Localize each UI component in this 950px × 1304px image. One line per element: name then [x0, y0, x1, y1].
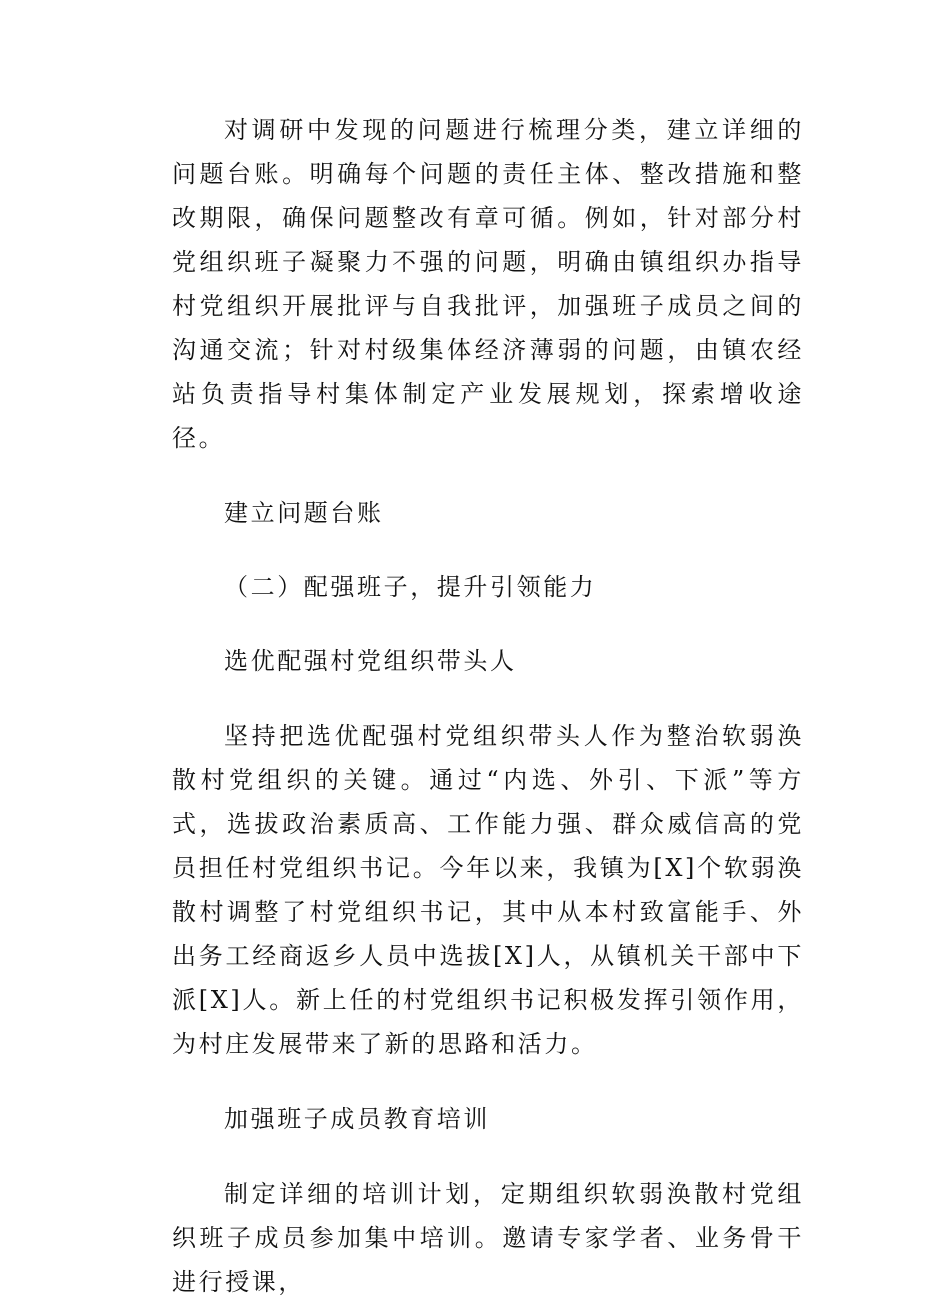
- spacer: [172, 609, 804, 639]
- paragraph-select-leaders: 坚持把选优配强村党组织带头人作为整治软弱涣散村党组织的关键。通过“内选、外引、下派”等方式，选拔政治素质高、工作能力强、群众威信高的党员担任村党组织书记。今年以来，我镇为[X]个软弱涣散村调整了村党组织书记，其中从本村致富能手、外出务工经商返乡人员中选拔[X]人，从镇机关干部中下派[X]人。新上任的村党组织书记积极发挥引领作用，为村庄发展带来了新的思路和活力。: [172, 722, 804, 1058]
- paragraph-problem-ledger: 对调研中发现的问题进行梳理分类，建立详细的问题台账。明确每个问题的责任主体、整改措施和整改期限，确保问题整改有章可循。例如，针对部分村党组织班子凝聚力不强的问题，明确由镇组织办指导村党组织开展批评与自我批评，加强班子成员之间的沟通交流；针对村级集体经济薄弱的问题，由镇农经站负责指导村集体制定产业发展规划，探索增收途径。: [172, 116, 804, 452]
- spacer: [172, 1066, 804, 1097]
- subheading-training: 加强班子成员教育培训: [224, 1105, 490, 1133]
- spacer: [172, 683, 804, 714]
- subheading-select-leaders: 选优配强村党组织带头人: [224, 647, 517, 675]
- spacer: [172, 535, 804, 565]
- spacer: [172, 460, 804, 491]
- spacer: [172, 1141, 804, 1172]
- paragraph-training: 制定详细的培训计划，定期组织软弱涣散村党组织班子成员参加集中培训。邀请专家学者、业务骨干进行授课，: [172, 1180, 804, 1296]
- document-body: [172, 108, 804, 1304]
- section-heading-2: （二）配强班子，提升引领能力: [224, 573, 597, 601]
- subheading-build-ledger: 建立问题台账: [224, 499, 384, 527]
